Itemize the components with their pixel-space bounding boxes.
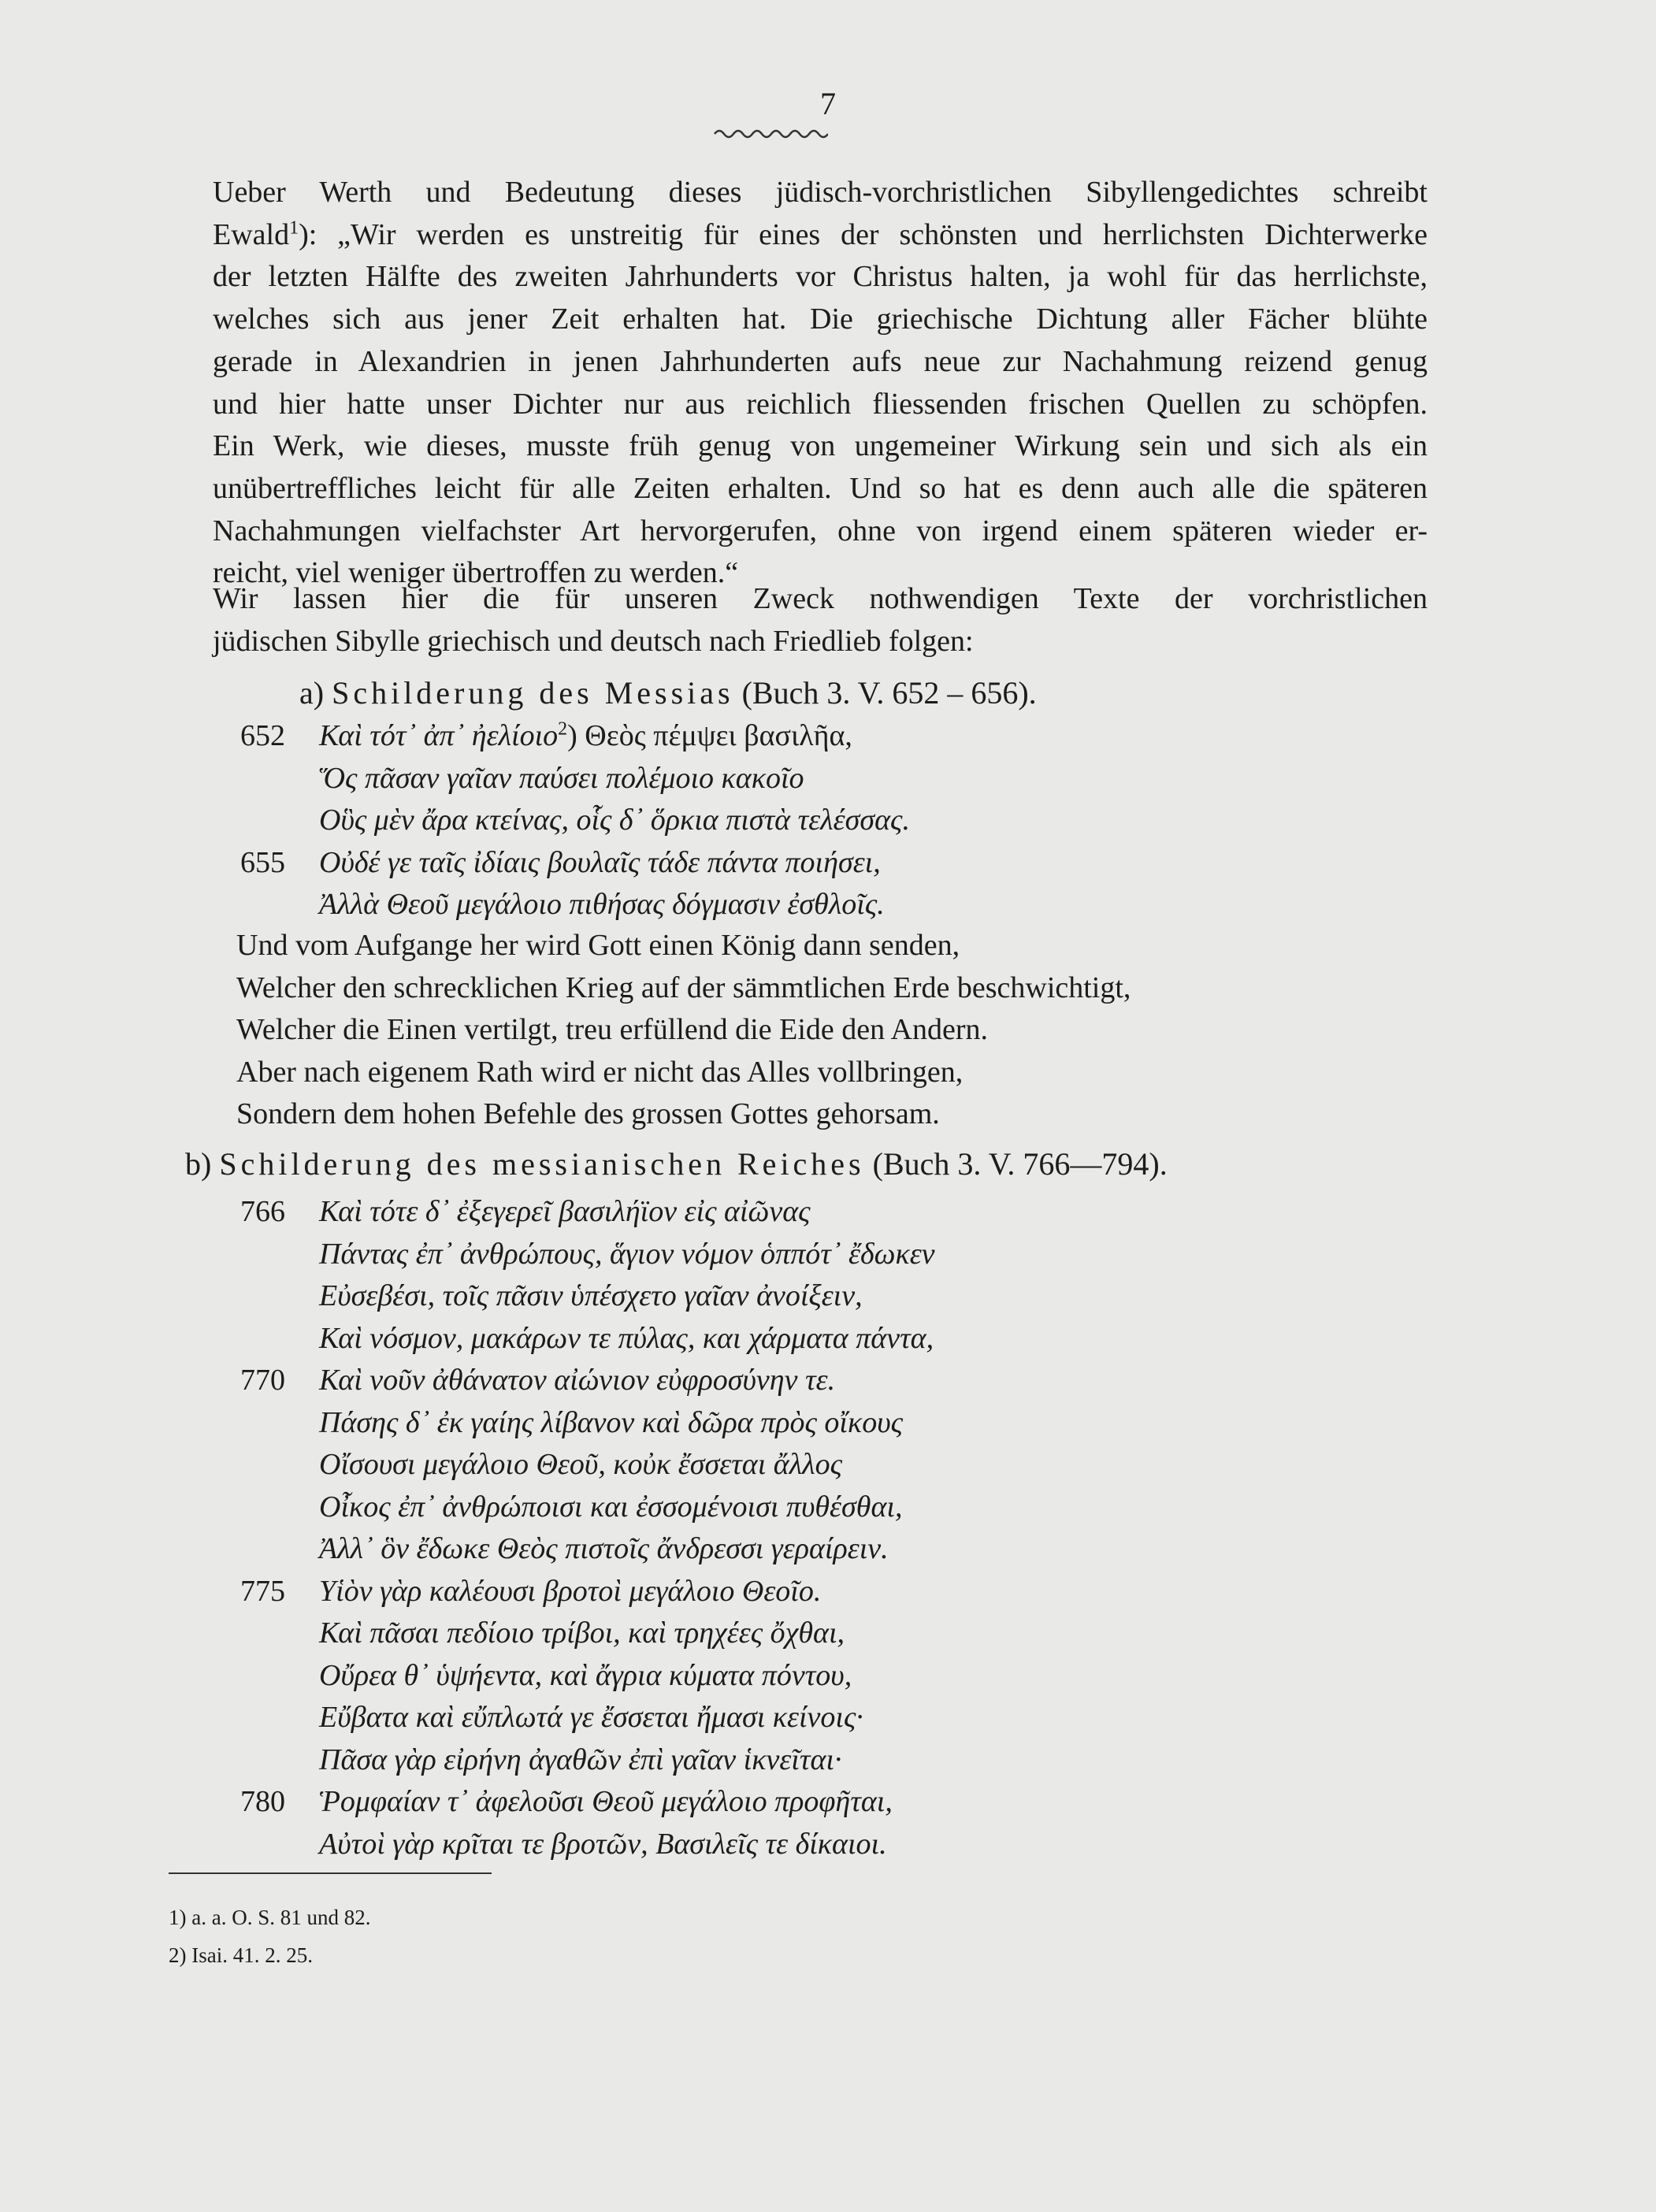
verse-text: Οὐδέ γε ταῖς ἰδίαις βουλαῖς τάδε πάντα ποιήσει, <box>319 845 881 879</box>
greek-verse <box>0 1739 1656 1782</box>
verse-text: Οἴσουσι μεγάλοιο Θεοῦ, κοὐκ ἔσσεται ἄλλος <box>319 1448 843 1481</box>
translation-line: Welcher den schrecklichen Krieg auf der sämmtlichen Erde beschwichtigt, <box>236 971 1131 1004</box>
section-a-title: Schilderung des Messias <box>332 675 734 711</box>
verse-text: Καὶ νοῦν ἀθάνατον αἰώνιον εὐφροσύνην τε. <box>319 1364 836 1397</box>
translation-line: Und vom Aufgange her wird Gott einen König dann senden, <box>236 929 960 962</box>
verse-number: 775 <box>240 1574 285 1608</box>
intro-line-6: und hier hatte unser Dichter nur aus reichlich fliessenden frischen Quellen zu schöpfen. <box>213 387 1428 421</box>
verse-text: Ῥομφαίαν τ᾽ ἀφελοῦσι Θεοῦ μεγάλοιο προφῆται, <box>319 1785 893 1818</box>
second-line-1: Wir lassen hier die für unseren Zweck nothwendigen Texte der vorchristlichen <box>213 582 1428 615</box>
verse-text: Οὓς μὲν ἄρα κτείνας, οἷς δ᾽ ὅρκια πιστὰ τελέσσας. <box>319 804 910 837</box>
verse-text: Οὔρεα θ᾽ ὑψήεντα, καὶ ἄγρια κύματα πόντου, <box>319 1658 852 1692</box>
translation-line: Aber nach eigenem Rath wird er nicht das Alles vollbringen, <box>236 1055 964 1089</box>
section-a-translation <box>236 925 1131 1136</box>
greek-verse <box>0 884 1656 926</box>
verse-text: Καὶ πᾶσαι πεδίοιο τρίβοι, καὶ τρηχέες ὄχθαι, <box>319 1616 845 1650</box>
intro-line-7: Ein Werk, wie dieses, musste früh genug von ungemeiner Wirkung sein und sich als ein <box>213 429 1428 463</box>
verse-text: Καὶ τότε δ᾽ ἐξεγερεῖ βασιλήϊον εἰς αἰῶνας <box>319 1195 811 1228</box>
greek-verse <box>0 1655 1656 1698</box>
intro-line-9: Nachahmungen vielfachster Art hervorgerufen, ohne von irgend einem späteren wieder er- <box>213 514 1428 547</box>
footnote-ref-2: 2 <box>558 718 568 740</box>
intro-paragraph <box>110 172 1428 595</box>
verse-text: Πᾶσα γὰρ εἰρήνη ἀγαθῶν ἐπὶ γαῖαν ἱκνεῖται· <box>319 1743 842 1776</box>
intro-line-10: reicht, viel weniger übertroffen zu werden.“ <box>213 556 739 590</box>
greek-verse <box>0 1781 1656 1824</box>
verse-text: Πάσης δ᾽ ἐκ γαίης λίβανον καὶ δῶρα πρὸς οἴκους <box>319 1405 904 1439</box>
verse-text: Αὐτοὶ γὰρ κρῖται τε βροτῶν, Βασιλεῖς τε δίκαιοι. <box>319 1827 887 1861</box>
greek-verse <box>0 1402 1656 1445</box>
greek-verse <box>0 1444 1656 1486</box>
greek-verse <box>0 1697 1656 1739</box>
verse-text: Ὅς πᾶσαν γαῖαν παύσει πολέμοιο κακοῖο <box>319 761 804 795</box>
second-paragraph <box>110 578 1428 662</box>
greek-verse <box>0 715 1656 758</box>
greek-verse <box>0 1486 1656 1529</box>
section-b-greek-verses <box>0 1191 1656 1865</box>
intro-line-5: gerade in Alexandrien in jenen Jahrhunderten aufs neue zur Nachahmung reizend genug <box>213 344 1428 378</box>
intro-line-2: Ewald$^1$): „Wir werden es unstreitig für eines der schönsten und herrlichsten Dichterwerke <box>213 217 1428 251</box>
section-a-heading <box>299 673 1037 714</box>
greek-verse <box>0 1613 1656 1655</box>
greek-verse <box>0 800 1656 842</box>
greek-verse <box>0 1275 1656 1318</box>
verse-number: 770 <box>240 1364 285 1397</box>
section-b-title: Schilderung des messianischen Reiches <box>219 1146 865 1182</box>
verse-number: 655 <box>240 845 285 879</box>
greek-verse <box>0 1571 1656 1613</box>
intro-line-4: welches sich aus jener Zeit erhalten hat. Die griechische Dichtung aller Fächer blühte <box>213 302 1428 336</box>
verse-text: Ἀλλ᾽ ὃν ἔδωκε Θεὸς πιστοῖς ἄνδρεσσι γεραίρειν. <box>319 1532 889 1565</box>
greek-verse <box>0 758 1656 800</box>
verse-text: Καὶ νόσμον, μακάρων τε πύλας, και χάρματα πάντα, <box>319 1321 934 1355</box>
translation-line: Welcher die Einen vertilgt, treu erfüllend die Eide den Andern. <box>236 1013 988 1047</box>
translation-line: Sondern dem hohen Befehle des grossen Gottes gehorsam. <box>236 1097 940 1131</box>
verse-text: Εὔβατα καὶ εὔπλωτά γε ἔσσεται ἤμασι κείνοις· <box>319 1701 863 1734</box>
verse-text: Οἶκος ἐπ᾽ ἀνθρώποισι και ἐσσομένοισι πυθέσθαι, <box>319 1490 903 1524</box>
greek-verse <box>0 1528 1656 1571</box>
verse-number: 652 <box>240 719 285 752</box>
section-a-reference: (Buch 3. V. 652 – 656). <box>741 675 1037 711</box>
greek-verse <box>0 842 1656 885</box>
intro-line-3: der letzten Hälfte des zweiten Jahrhunderts vor Christus halten, ja wohl für das herrlichste, <box>213 260 1428 294</box>
verse-number: 766 <box>240 1195 285 1228</box>
footnote-rule <box>169 1872 492 1874</box>
intro-line-1: Ueber Werth und Bedeutung dieses jüdisch-vorchristlichen Sibyllengedichtes schreibt <box>213 176 1428 209</box>
footnote-2: 2) Isai. 41. 2. 25. <box>169 1943 313 1967</box>
page-number: 7 <box>820 86 836 121</box>
section-b-heading <box>185 1144 1168 1185</box>
verse-number: 780 <box>240 1785 285 1818</box>
intro-line-8: unübertreffliches leicht für alle Zeiten erhalten. Und so hat es denn auch alle die späteren <box>213 471 1428 505</box>
second-line-2: jüdischen Sibylle griechisch und deutsch nach Friedlieb folgen: <box>213 624 974 658</box>
verse-text: Εὐσεβέσι, τοῖς πᾶσιν ὑπέσχετο γαῖαν ἀνοίξειν, <box>319 1279 863 1312</box>
section-b-marker: b) <box>185 1146 212 1182</box>
section-a-marker: a) <box>299 675 325 711</box>
section-b-reference: (Buch 3. V. 766—794). <box>872 1146 1168 1182</box>
wavy-ornament <box>713 126 828 142</box>
verse-text: Υἱὸν γὰρ καλέουσι βροτοὶ μεγάλοιο Θεοῖο. <box>319 1574 822 1608</box>
footnote-1: 1) a. a. O. S. 81 und 82. <box>169 1906 371 1929</box>
verse-text: Πάντας ἐπ᾽ ἀνθρώπους, ἅγιον νόμον ὁππότ᾽ ἔδωκεν <box>319 1237 935 1271</box>
greek-verse <box>0 1824 1656 1866</box>
greek-verse <box>0 1360 1656 1402</box>
greek-verse <box>0 1234 1656 1276</box>
greek-verse <box>0 1318 1656 1360</box>
verse-text: Καὶ τότ᾽ ἀπ᾽ ἠελίοιο$^2$) Θεὸς πέμψει βασιλῆα, <box>319 718 852 752</box>
footnotes <box>169 1898 370 1974</box>
section-a-greek-verses <box>0 715 1656 926</box>
greek-verse <box>0 1191 1656 1234</box>
footnote-ref-1: 1 <box>289 217 299 239</box>
verse-text: Ἀλλὰ Θεοῦ μεγάλοιο πιθήσας δόγμασιν ἐσθλοῖς. <box>319 888 885 921</box>
